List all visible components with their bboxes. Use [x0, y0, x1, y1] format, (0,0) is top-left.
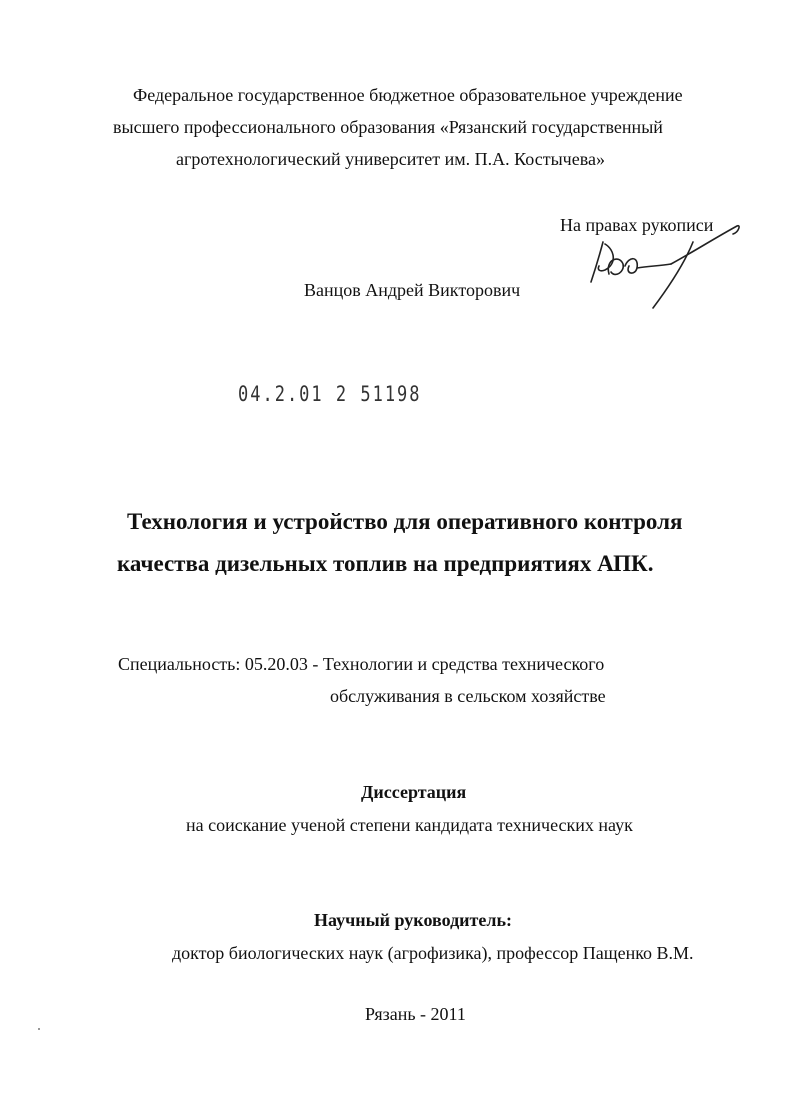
institution-line-3: агротехнологический университет им. П.А. Костычева» [176, 149, 605, 169]
work-type-heading: Диссертация [361, 782, 467, 802]
place-and-year: Рязань - 2011 [365, 1004, 466, 1024]
specialty-line-2: обслуживания в сельском хозяйстве [330, 686, 606, 706]
institution-line-1: Федеральное государственное бюджетное образовательное учреждение [133, 85, 683, 105]
institution-line-2: высшего профессионального образования «Рязанский государственный [113, 117, 663, 137]
supervisor-heading: Научный руководитель: [314, 910, 512, 930]
supervisor-name: доктор биологических наук (агрофизика), профессор Пащенко В.М. [172, 943, 694, 963]
dissertation-title-line-2: качества дизельных топлив на предприятиях АПК. [117, 551, 654, 576]
specialty-line-1: Специальность: 05.20.03 - Технологии и средства технического [118, 654, 605, 674]
scan-speck [38, 1028, 40, 1030]
manuscript-rights-note: На правах рукописи [560, 215, 714, 235]
registration-stamp: 04.2.01 2 51198 [238, 382, 422, 407]
author-name: Ванцов Андрей Викторович [304, 280, 521, 300]
handwritten-signature [575, 212, 745, 312]
degree-subtitle: на соискание ученой степени кандидата технических наук [186, 815, 633, 835]
dissertation-title-line-1: Технология и устройство для оперативного контроля [127, 509, 683, 534]
